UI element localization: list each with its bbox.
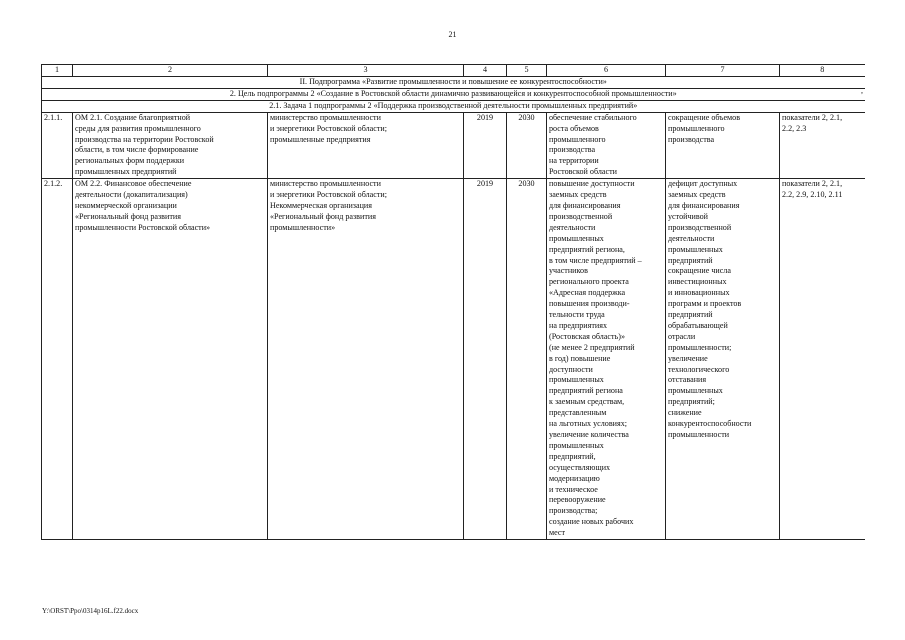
cell-line: повышения производи- [549,299,630,309]
row-number: 2.1.1. [42,112,73,178]
cell-line: производства; [549,506,598,516]
cell-line: обеспечение стабильного [549,112,637,122]
cell-line: 2.2, 2.9, 2.10, 2.11 [782,190,843,200]
cell-line: отставания [668,375,707,385]
cell-line: области, в том числе формирование [75,145,199,155]
measure-name [73,179,268,540]
cell-line: (не менее 2 предприятий [549,342,635,352]
cell-line: представленным [549,408,607,418]
cell-line: тельности труда [549,310,605,320]
cell-line: деятельности (докапитализация) [75,190,188,200]
cell-line: регионального проекта [549,277,629,287]
cell-line: производства [668,134,715,144]
cell-line: доступности [549,364,593,374]
cell-line: некоммерческой организации [75,200,177,210]
cell-line: производственной [549,211,613,221]
cell-line: региональных форм поддержки [75,156,185,166]
cell-line: увеличение количества [549,430,629,439]
executor [268,112,464,178]
col-num-7: 7 [666,65,780,77]
row-number: 2.1.2. [42,179,73,540]
cell-line: предприятий [668,255,713,265]
cell-line: на предприятиях [549,320,607,330]
expected-result [547,179,666,540]
cell-line: промышленного [668,123,725,133]
cell-line: и энергетики Ростовской области; [270,190,387,200]
cell-line: 2.2, 2.3 [782,123,807,133]
subprogram-goal: 2. Цель подпрограммы 2 «Создание в Ростовской области динамично развивающейся и конкурентоспособной промышленности» [42,88,865,100]
cell-line: промышленного [549,134,606,144]
cell-line: отрасли [668,331,696,341]
cell-line: для финансирования [668,200,740,210]
cell-line: деятельности [549,222,596,232]
cell-line: предприятий региона [549,386,623,396]
cell-line: Некоммерческая организация [270,200,372,210]
cell-line: на льготных условиях; [549,419,628,429]
cell-line: предприятий [668,310,713,320]
cell-line: промышленности; [668,342,732,352]
start-year: 2019 [464,112,507,178]
col-num-3: 3 [268,65,464,77]
cell-line: промышленные предприятия [270,134,371,144]
cell-line: «Региональный фонд развития [75,211,181,221]
end-year: 2030 [507,112,547,178]
cell-line: обрабатывающей [668,320,728,330]
col-num-8: 8 [780,65,865,77]
start-year: 2019 [464,179,507,540]
cell-line: показатели 2, 2.1, [782,112,843,122]
cell-line: участников [549,266,588,276]
cell-line: снижение [668,408,702,418]
cell-line: ОМ 2.1. Создание благоприятной [75,112,191,122]
cell-line: модернизацию [549,473,600,483]
edge-mark: , [861,86,863,95]
cell-line: промышленности» [270,222,336,232]
measure-name [73,112,268,178]
cell-line: предприятий; [668,397,715,407]
cell-line: предприятий, [549,451,596,461]
cell-line: промышленных [549,440,604,450]
cell-line: промышленных [668,386,723,396]
cell-line: программ и проектов [668,299,742,309]
cell-line: промышленных [549,233,604,243]
cell-line: промышленных предприятий [75,167,177,177]
page-number: 21 [448,30,457,39]
cell-line: и энергетики Ростовской области; [270,123,387,133]
cell-line: министерство промышленности [270,179,381,189]
cell-line: предприятий региона, [549,244,625,254]
cell-line: промышленных [549,375,604,385]
cell-line: министерство промышленности [270,112,381,122]
section-row [42,88,865,100]
cell-line: (Ростовская область)» [549,331,625,341]
table-row [42,112,865,178]
cell-line: создание новых рабочих [549,517,634,527]
cell-line: мест [549,528,566,538]
expected-result [547,112,666,178]
section-row [42,100,865,112]
cell-line: ОМ 2.2. Финансовое обеспечение [75,179,192,189]
cell-line: повышение доступности [549,179,635,189]
cell-line: «Региональный фонд развития [270,211,376,221]
cell-line: осуществляющих [549,462,611,472]
consequence [666,112,780,178]
cell-line: для финансирования [549,200,621,210]
cell-line: производства на территории Ростовской [75,134,214,144]
cell-line: технологического [668,364,730,374]
footer-file-path: Y:\ORST\Ppo\0314p16L.f22.docx [42,607,139,615]
cell-line: увеличение [668,353,708,363]
cell-line: «Адресная поддержка [549,288,626,298]
cell-line: дефицит доступных [668,179,738,189]
program-table [41,64,865,540]
col-num-1: 1 [42,65,73,77]
cell-line: заемных средств [668,190,726,200]
col-num-6: 6 [547,65,666,77]
cell-line: устойчивой [668,211,708,221]
consequence [666,179,780,540]
cell-line: в том числе предприятий – [549,255,642,265]
col-num-4: 4 [464,65,507,77]
subprogram-task: 2.1. Задача 1 подпрограммы 2 «Поддержка производственной деятельности промышленных предприятий» [42,100,865,112]
cell-line: и инновационных [668,288,730,298]
cell-line: производства [549,145,596,155]
cell-line: деятельности [668,233,715,243]
indicators [780,179,865,540]
col-num-5: 5 [507,65,547,77]
cell-line: сокращение числа [668,266,731,276]
cell-line: показатели 2, 2.1, [782,179,843,189]
cell-line: промышленности [668,430,730,439]
cell-line: промышленных [668,244,723,254]
section-row [42,77,865,89]
cell-line: перевооружение [549,495,606,505]
cell-line: производственной [668,222,732,232]
cell-line: заемных средств [549,190,607,200]
cell-line: сокращение объемов [668,112,741,122]
cell-line: инвестиционных [668,277,727,287]
cell-line: среды для развития промышленного [75,123,201,133]
cell-line: и техническое [549,484,598,494]
subprogram-title: II. Подпрограмма «Развитие промышленности и повышение ее конкурентоспособности» [42,77,865,89]
cell-line: роста объемов [549,123,599,133]
col-num-2: 2 [73,65,268,77]
cell-line: Ростовской области [549,167,617,177]
cell-line: конкурентоспособности [668,419,752,429]
cell-line: в год) повышение [549,353,611,363]
end-year: 2030 [507,179,547,540]
cell-line: к заемным средствам, [549,397,625,407]
executor [268,179,464,540]
column-number-row [42,65,865,77]
cell-line: промышленности Ростовской области» [75,222,211,232]
indicators [780,112,865,178]
cell-line: на территории [549,156,599,166]
table-row [42,179,865,540]
